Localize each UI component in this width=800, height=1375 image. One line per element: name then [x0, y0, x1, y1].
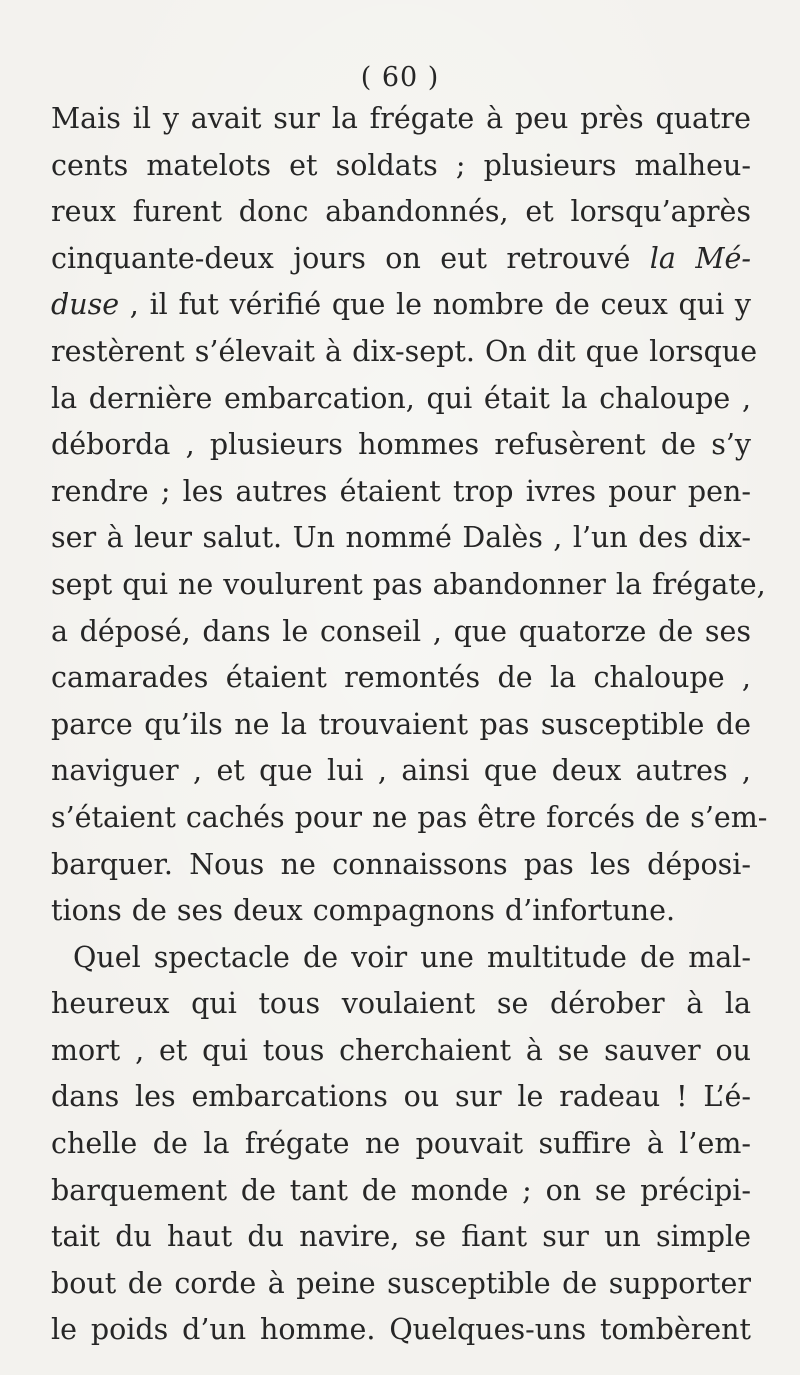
text-line-25: tait du haut du navire, se fiant sur un simple: [51, 1220, 751, 1254]
text-line-3: reux furent donc abandonnés, et lorsqu’après: [51, 195, 751, 229]
text-line-5-roman: , il fut vérifié que le nombre de ceux qui y: [119, 288, 751, 322]
text-line-24: barquement de tant de monde ; on se précipi-: [51, 1173, 751, 1207]
body-text: [51, 96, 768, 1354]
italic-ship-name-end: duse: [51, 288, 120, 322]
text-line-13: camarades étaient remontés de la chaloupe ,: [51, 661, 751, 695]
text-line-8: déborda , plusieurs hommes refusèrent de s’y: [51, 428, 751, 462]
text-line-1: Mais il y avait sur la frégate à peu près quatre: [51, 102, 751, 135]
text-line-12: a déposé, dans le conseil , que quatorze de ses: [51, 614, 751, 648]
text-line-26: bout de corde à peine susceptible de supporter: [51, 1266, 751, 1300]
text-line-4: [51, 236, 751, 283]
text-line-11: sept qui ne voulurent pas abandonner la frégate,: [51, 567, 766, 601]
text-line-23: chelle de la frégate ne pouvait suffire à l’em-: [51, 1127, 751, 1161]
text-line-4-roman: cinquante-deux jours on eut retrouvé: [51, 241, 650, 275]
text-line-5: [51, 282, 751, 329]
text-line-7: la dernière embarcation, qui était la chaloupe ,: [51, 381, 751, 415]
text-line-9: rendre ; les autres étaient trop ivres pour pen-: [51, 474, 751, 508]
text-line-20: heureux qui tous voulaient se dérober à la: [51, 987, 751, 1021]
text-line-16: s’étaient cachés pour ne pas être forcés de s’em-: [51, 800, 768, 834]
text-line-22: dans les embarcations ou sur le radeau ! L’é-: [51, 1080, 751, 1114]
text-line-6: restèrent s’élevait à dix-sept. On dit que lorsque: [51, 334, 758, 368]
text-line-19: Quel spectacle de voir une multitude de mal-: [73, 940, 751, 974]
text-line-17: barquer. Nous ne connaissons pas les déposi-: [51, 847, 751, 881]
text-line-21: mort , et qui tous cherchaient à se sauver ou: [51, 1033, 751, 1067]
text-line-27: le poids d’un homme. Quelques-uns tombèrent: [51, 1313, 751, 1347]
text-line-10: ser à leur salut. Un nommé Dalès , l’un des dix-: [51, 521, 751, 555]
text-line-14: parce qu’ils ne la trouvaient pas susceptible de: [51, 707, 751, 741]
page-number: ( 60 ): [360, 62, 440, 93]
text-line-18: tions de ses deux compagnons d’infortune.: [51, 894, 676, 928]
text-line-15: naviguer , et que lui , ainsi que deux autres ,: [51, 754, 751, 788]
italic-ship-name-start: la Mé-: [649, 241, 751, 275]
text-line-2: cents matelots et soldats ; plusieurs malheu-: [51, 148, 751, 182]
